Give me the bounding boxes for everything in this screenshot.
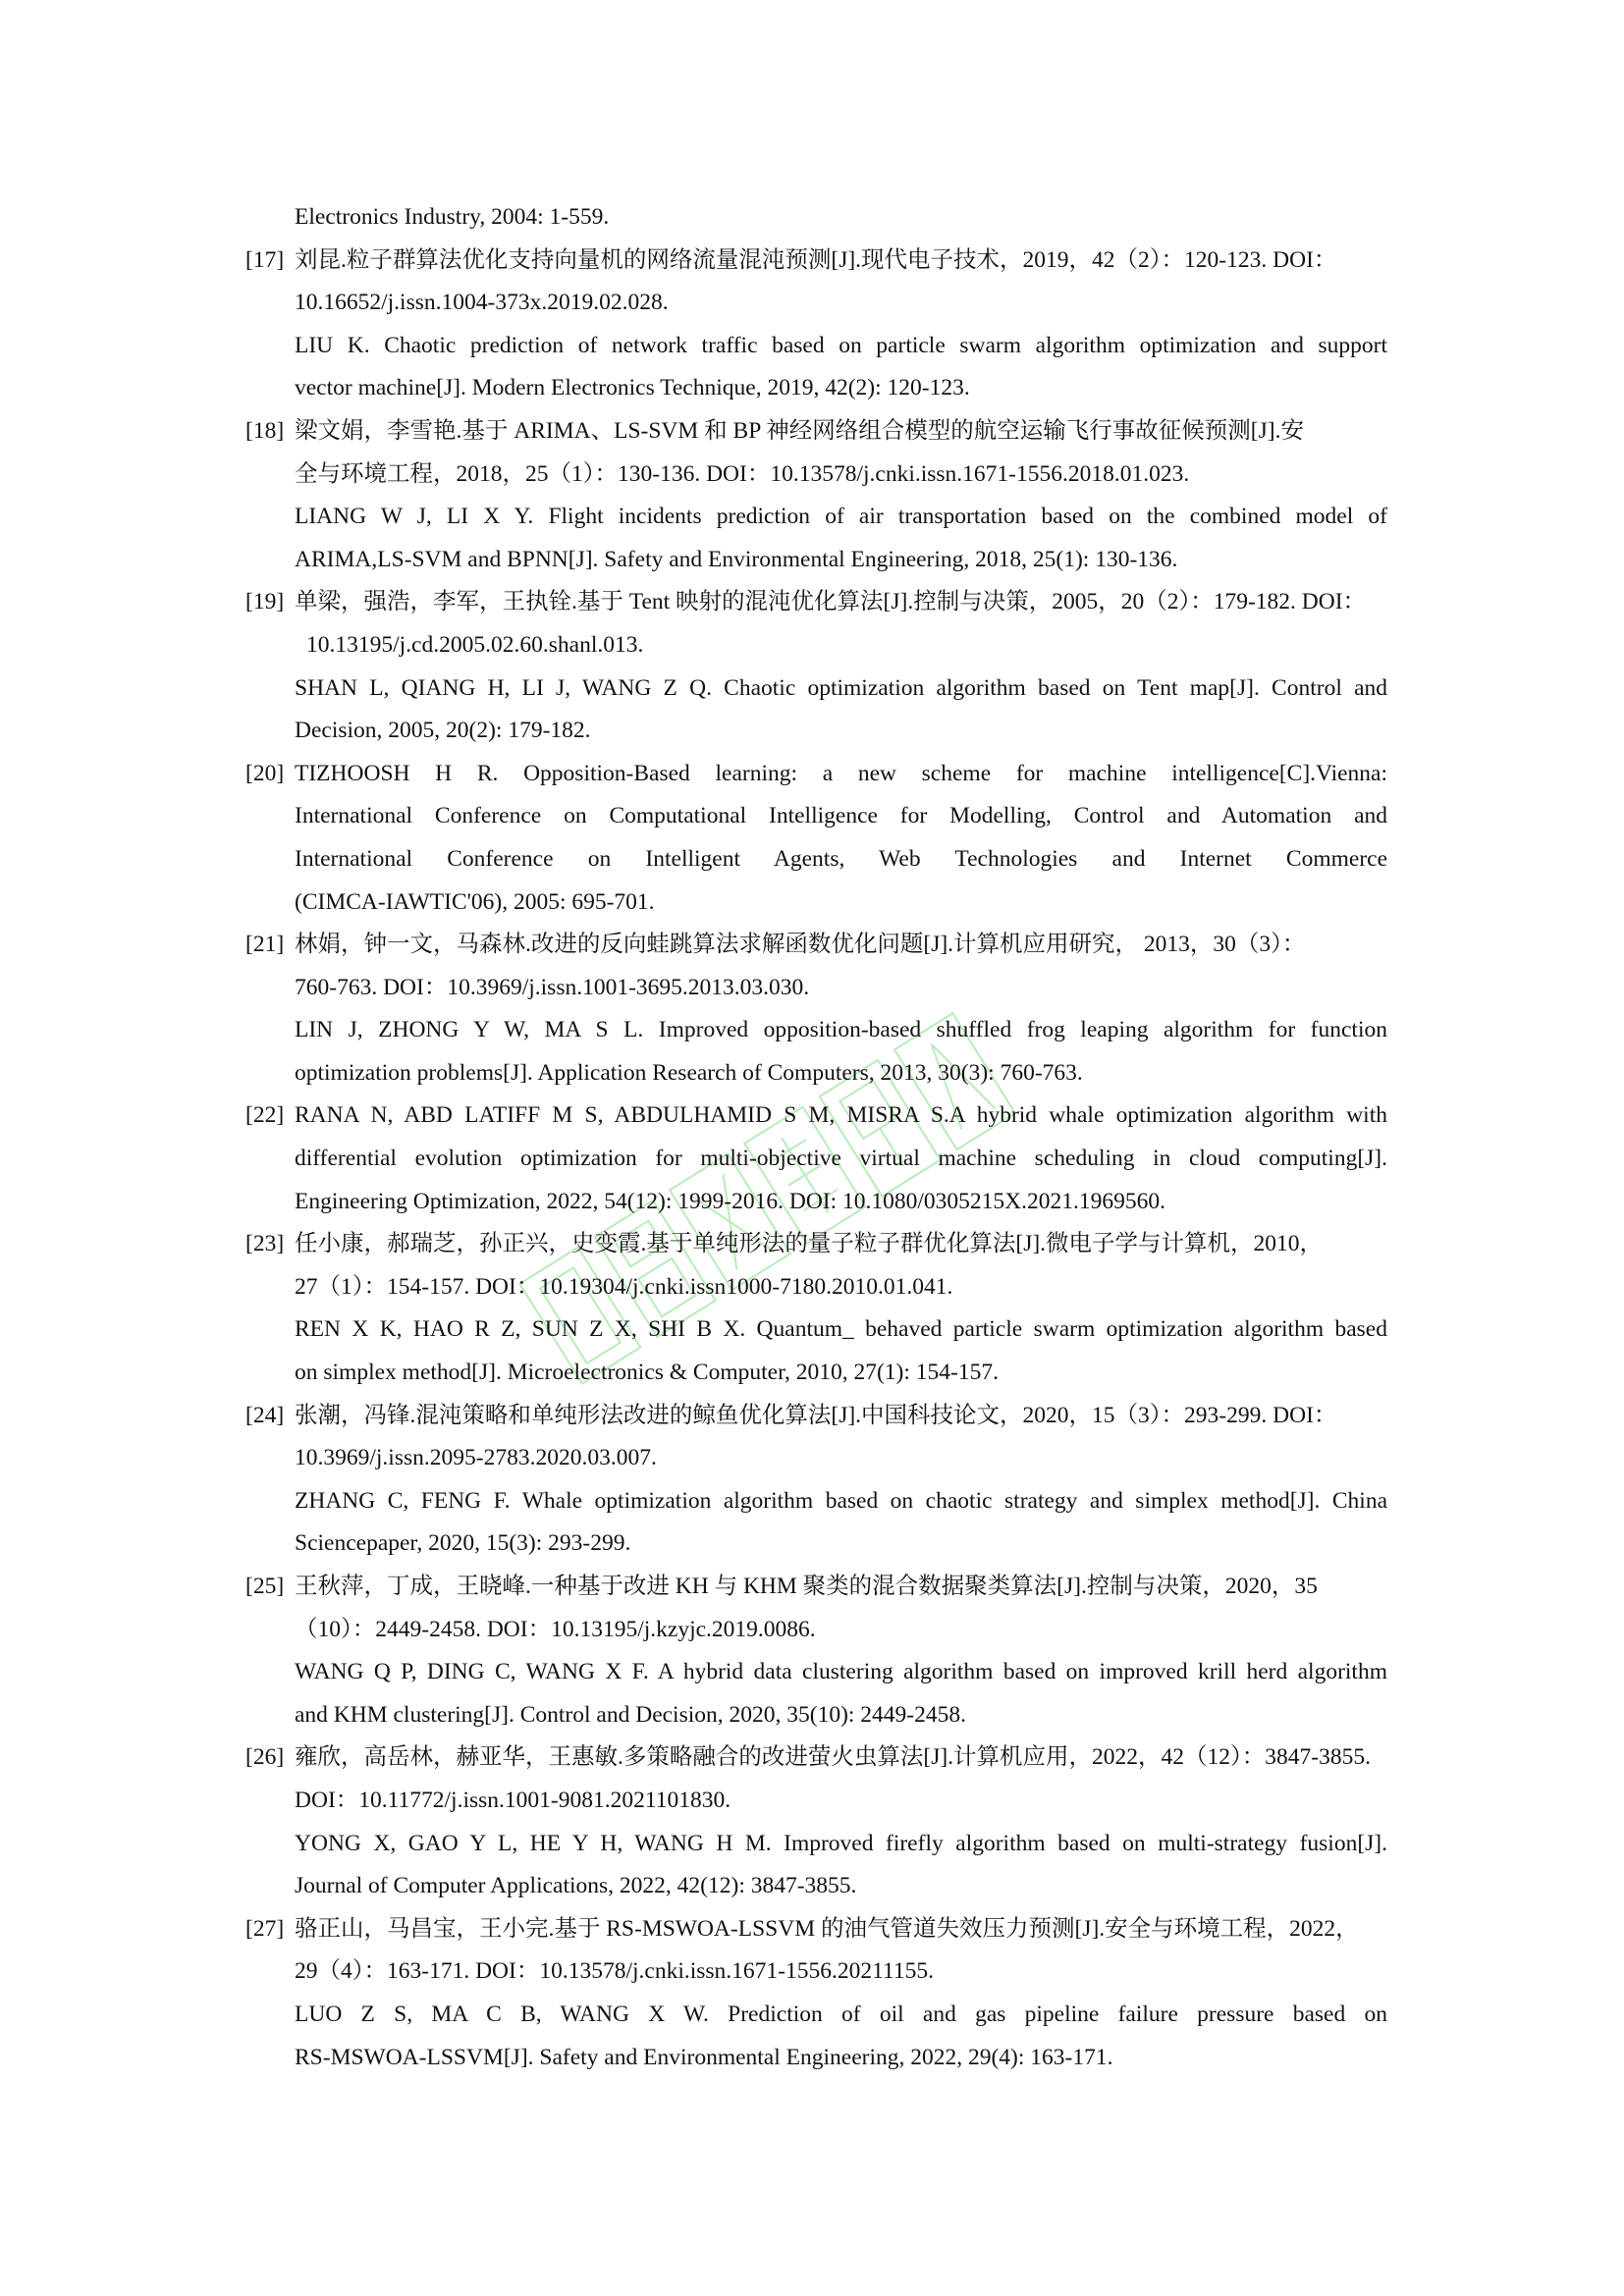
reference-item <box>245 1566 1387 1736</box>
reference-line: 全与环境工程，2018，25（1）：130-136. DOI：10.13578/j.cnki.issn.1671-1556.2018.01.023. <box>295 460 1190 487</box>
reference-continuation: Electronics Industry, 2004: 1-559. <box>295 204 610 230</box>
reference-item <box>245 1095 1387 1223</box>
reference-line: 骆正山，马昌宝，王小完.基于 RS-MSWOA-LSSVM 的油气管道失效压力预测[J].安全与环境工程，2022， <box>295 1915 1359 1942</box>
reference-line: （10）：2449-2458. DOI：10.13195/j.kzyjc.2019.0086. <box>295 1616 816 1642</box>
reference-line: YONG X, GAO Y L, HE Y H, WANG H M. Improved firefly algorithm based on multi-strategy fusion[J]. <box>295 1830 1387 1856</box>
reference-line: ARIMA,LS-SVM and BPNN[J]. Safety and Environmental Engineering, 2018, 25(1): 130-136. <box>295 546 1178 572</box>
reference-item <box>245 581 1387 752</box>
reference-number: [17] <box>245 246 285 273</box>
reference-line: LIANG W J, LI X Y. Flight incidents prediction of air transportation based on the combined model of <box>295 504 1387 530</box>
reference-number: [20] <box>245 760 285 786</box>
reference-number: [25] <box>245 1574 285 1599</box>
reference-line: on simplex method[J]. Microelectronics & Computer, 2010, 27(1): 154-157. <box>295 1360 999 1386</box>
reference-item <box>245 1395 1387 1566</box>
reference-item <box>245 1736 1387 1907</box>
reference-line: 林娟，钟一文，马森林.改进的反向蛙跳算法求解函数优化问题[J].计算机应用研究， 2013，30（3）： <box>295 932 1306 958</box>
reference-item <box>245 1223 1387 1394</box>
reference-line: LIU K. Chaotic prediction of network traffic based on particle swarm algorithm optimization and support <box>295 332 1387 358</box>
reference-line: 梁文娟，李雪艳.基于 ARIMA、LS-SVM 和 BP 神经网络组合模型的航空运输飞行事故征候预测[J].安 <box>295 417 1304 444</box>
reference-line: RANA N, ABD LATIFF M S, ABDULHAMID S M, MISRA S.A hybrid whale optimization algorithm with <box>295 1102 1387 1129</box>
reference-number: [18] <box>245 417 285 444</box>
reference-line: 10.3969/j.issn.2095-2783.2020.03.007. <box>295 1445 657 1471</box>
reference-number: [27] <box>245 1915 285 1942</box>
reference-line: RS-MSWOA-LSSVM[J]. Safety and Environmental Engineering, 2022, 29(4): 163-171. <box>295 2044 1113 2070</box>
reference-line: Journal of Computer Applications, 2022, 42(12): 3847-3855. <box>295 1873 857 1899</box>
reference-line: 10.16652/j.issn.1004-373x.2019.02.028. <box>295 290 669 316</box>
reference-line: WANG Q P, DING C, WANG X F. A hybrid data clustering algorithm based on improved krill herd algorithm <box>295 1659 1387 1685</box>
reference-item <box>245 410 1387 581</box>
reference-line: 任小康，郝瑞芝，孙正兴，史变霞.基于单纯形法的量子粒子群优化算法[J].微电子学与计算机，2010， <box>295 1231 1324 1257</box>
reference-line: 29（4）：163-171. DOI：10.13578/j.cnki.issn.1671-1556.20211155. <box>295 1958 935 1985</box>
reference-line: Decision, 2005, 20(2): 179-182. <box>295 718 591 744</box>
reference-line: 760-763. DOI：10.3969/j.issn.1001-3695.2013.03.030. <box>295 974 810 1000</box>
reference-line: 27（1）：154-157. DOI：10.19304/j.cnki.issn1000-7180.2010.01.041. <box>295 1273 953 1300</box>
reference-line: 张潮，冯锋.混沌策略和单纯形法改进的鲸鱼优化算法[J].中国科技论文，2020，15（3）：293-299. DOI： <box>295 1402 1337 1428</box>
reference-line: vector machine[J]. Modern Electronics Technique, 2019, 42(2): 120-123. <box>295 375 970 401</box>
reference-line: and KHM clustering[J]. Control and Decision, 2020, 35(10): 2449-2458. <box>295 1701 967 1728</box>
reference-line: 10.13195/j.cd.2005.02.60.shanl.013. <box>306 631 644 658</box>
reference-number: [24] <box>245 1402 285 1428</box>
reference-line: Sciencepaper, 2020, 15(3): 293-299. <box>295 1530 631 1557</box>
reference-list <box>245 196 1387 2079</box>
reference-number: [22] <box>245 1102 285 1129</box>
reference-number: [19] <box>245 589 285 615</box>
reference-item <box>245 240 1387 410</box>
reference-line: 单梁，强浩，李军，王执铨.基于 Tent 映射的混沌优化算法[J].控制与决策，2005，20（2）：179-182. DOI： <box>295 589 1367 615</box>
reference-line: REN X K, HAO R Z, SUN Z X, SHI B X. Quantum_ behaved particle swarm optimization algorithm based <box>295 1316 1387 1343</box>
reference-line: LIN J, ZHONG Y W, MA S L. Improved opposition-based shuffled frog leaping algorithm for function <box>295 1017 1387 1043</box>
reference-item <box>245 924 1387 1095</box>
reference-number: [26] <box>245 1744 285 1771</box>
reference-line: TIZHOOSH H R. Opposition-Based learning: a new scheme for machine intelligence[C].Vienna: <box>295 760 1387 786</box>
reference-number: [23] <box>245 1231 285 1257</box>
reference-line: 刘昆.粒子群算法优化支持向量机的网络流量混沌预测[J].现代电子技术，2019，42（2）：120-123. DOI： <box>295 246 1337 273</box>
reference-line: differential evolution optimization for multi-objective virtual machine scheduling in cloud computing[J]. <box>295 1146 1387 1172</box>
reference-line: ZHANG C, FENG F. Whale optimization algorithm based on chaotic strategy and simplex method[J]. China <box>295 1487 1387 1514</box>
reference-line: optimization problems[J]. Application Research of Computers, 2013, 30(3): 760-763. <box>295 1059 1083 1086</box>
reference-item <box>245 753 1387 924</box>
reference-line: DOI：10.11772/j.issn.1001-9081.2021101830. <box>295 1787 731 1813</box>
reference-line: 雍欣，高岳林，赫亚华，王惠敏.多策略融合的改进萤火虫算法[J].计算机应用，2022，42（12）：3847-3855. <box>295 1744 1371 1771</box>
reference-line: International Conference on Intelligent Agents, Web Technologies and Internet Commerce <box>295 845 1387 872</box>
reference-line: (CIMCA-IAWTIC'06), 2005: 695-701. <box>295 888 655 915</box>
reference-item <box>245 1908 1387 2079</box>
reference-line: LUO Z S, MA C B, WANG X W. Prediction of oil and gas pipeline failure pressure based on <box>295 2001 1387 2027</box>
reference-number: [21] <box>245 932 285 958</box>
reference-line: Engineering Optimization, 2022, 54(12): 1999-2016. DOI: 10.1080/0305215X.2021.1969560. <box>295 1188 1166 1214</box>
reference-line: SHAN L, QIANG H, LI J, WANG Z Q. Chaotic optimization algorithm based on Tent map[J]. Control and <box>295 674 1387 701</box>
reference-line: 王秋萍，丁成，王晓峰.一种基于改进 KH 与 KHM 聚类的混合数据聚类算法[J].控制与决策，2020，35 <box>295 1574 1318 1599</box>
reference-line: International Conference on Computational Intelligence for Modelling, Control and Automation and <box>295 803 1387 829</box>
